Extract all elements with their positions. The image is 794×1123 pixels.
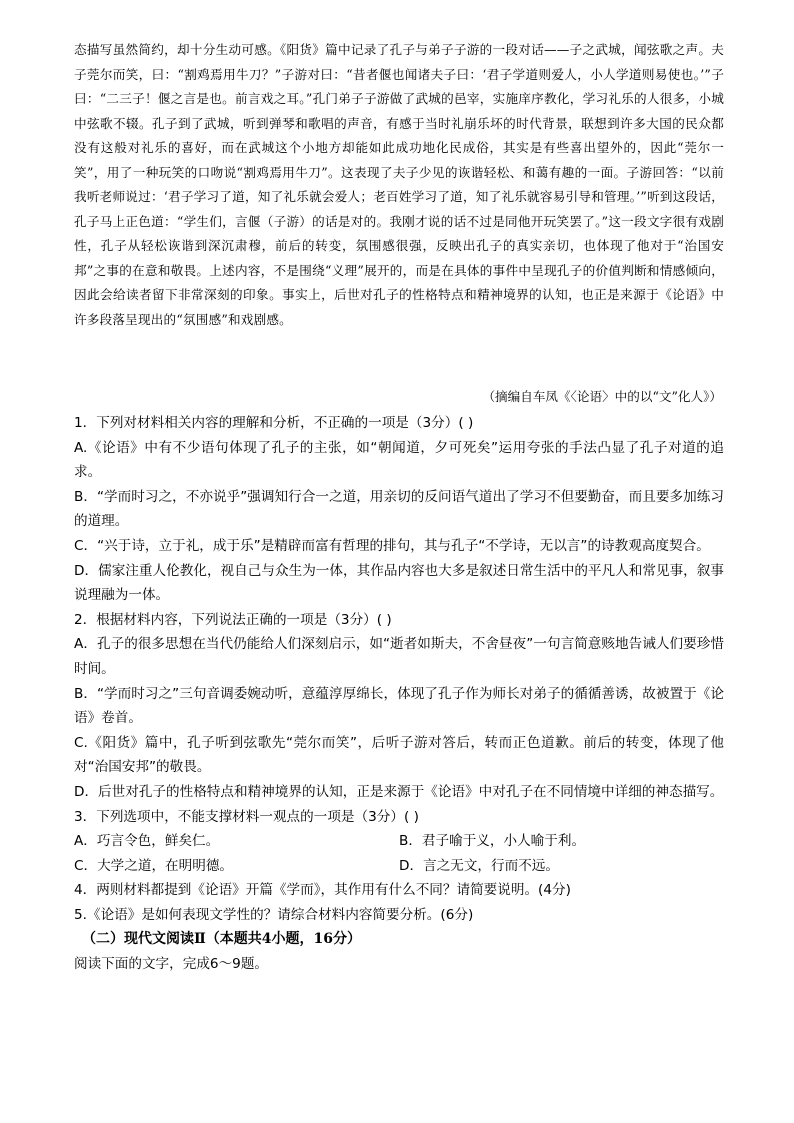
question-1-option-c: C．“兴于诗，立于礼，成于乐”是精辟而富有哲理的排句，其与孔子“不学诗，无以言”的诗教观高度契合。	[74, 537, 710, 554]
question-list	[74, 411, 724, 977]
question-1-option-d: D．儒家注重人伦教化，视自己与众生为一体，其作品内容也大多是叙述日常生活中的平凡人和常见事，叙事说理融为一体。	[74, 562, 724, 604]
question-4-stem: 4．两则材料都提到《论语》开篇《学而》，其作用有什么不同？请简要说明。(4分)	[74, 882, 571, 899]
question-2-stem: 2．根据材料内容，下列说法正确的一项是（3分）( )	[74, 611, 392, 628]
question-5-stem: 5.《论语》是如何表现文学性的？请综合材料内容简要分析。(6分)	[74, 906, 474, 923]
question-2-option-b: B．“学而时习之”三句音调委婉动听，意蕴淳厚绵长，体现了孔子作为师长对弟子的循循善诱，故被置于《论语》卷首。	[74, 685, 724, 727]
question-1-option-b: B．“学而时习之，不亦说乎”强调知行合一之道，用亲切的反问语气道出了学习不但要勤奋，而且要多加练习的道理。	[74, 488, 724, 530]
question-1-stem: 1．下列对材料相关内容的理解和分析，不正确的一项是（3分）( )	[74, 415, 474, 431]
question-3-option-a: A．巧言令色，鲜矣仁。	[74, 833, 220, 850]
reading-passage	[74, 38, 724, 332]
question-3-option-b: B．君子喻于义，小人喻于利。	[399, 833, 586, 850]
reading-instruction: 阅读下面的文字，完成6～9题。	[74, 956, 269, 973]
passage-paragraph: 态描写虽然简约，却十分生动可感。《阳货》篇中记录了孔子与弟子子游的一段对话——子之武城，闻弦歌之声。夫子莞尔而笑，曰：“割鸡焉用牛刀？”子游对曰：“昔者偃也闻诸夫子曰：‘君子学道则爱人，小人学道则易使也。’”子曰：“二三子！偃之言是也。前言戏之耳。”孔门弟子子游做了武城的邑宰，实施庠序教化，学习礼乐的人很多，小城中弦歌不辍。孔子到了武城，听到弹琴和歌唱的声音，有感于当时礼崩乐坏的时代背景，联想到许多大国的民众都没有这般对礼乐的喜好，而在武城这个小地方却能如此成功地化民成俗，其实是有些喜出望外的，因此“莞尔一笑”，用了一种玩笑的口吻说“割鸡焉用牛刀”。这表现了夫子少见的诙谐轻松、和蔼有趣的一面。子游回答：“以前我听老师说过：‘君子学习了道，知了礼乐就会爱人；老百姓学习了道，知了礼乐就容易引导和管理。’”听到这段话，孔子马上正色道：“学生们，言偃（子游）的话是对的。我刚才说的话不过是同他开玩笑罢了。”这一段文字很有戏剧性，孔子从轻松诙谐到深沉肃穆，前后的转变，氛围感很强，反映出孔子的真实亲切，也体现了他对于“治国安邦”之事的在意和敬畏。上述内容，不是围绕“义理”展开的，而是在具体的事件中呈现孔子的价值判断和情感倾向，因此会给读者留下非常深刻的印象。事实上，后世对孔子的性格特点和精神境界的认知，也正是来源于《论语》中许多段落呈现出的“氛围感”和戏剧感。	[74, 42, 724, 327]
question-2-option-d: D．后世对孔子的性格特点和精神境界的认知，正是来源于《论语》中对孔子在不同情境中详细的神态描写。	[74, 783, 724, 800]
question-3-options-row-2	[74, 854, 724, 879]
question-2-option-c: C.《阳货》篇中，孔子听到弦歌先“莞尔而笑”，后听子游对答后，转而正色道歉。前后的转变，体现了他对“治国安邦”的敬畏。	[74, 734, 724, 776]
passage-source: （摘编自车凤《〈论语〉中的以“文”化人》）	[482, 389, 722, 404]
question-3-option-d: D．言之无文，行而不远。	[399, 857, 559, 874]
question-1-option-a: A.《论语》中有不少语句体现了孔子的主张，如“朝闻道，夕可死矣”运用夸张的手法凸显了孔子对道的追求。	[74, 439, 724, 481]
question-3-option-c: C．大学之道，在明明德。	[74, 857, 234, 874]
question-3-stem: 3．下列选项中，不能支撑材料一观点的一项是（3分）( )	[74, 808, 419, 825]
section-title: （二）现代文阅读Ⅱ（本题共4小题，16分）	[82, 931, 362, 948]
question-2-option-a: A．孔子的很多思想在当代仍能给人们深刻启示，如“逝者如斯夫，不舍昼夜”一句言简意赅地告诫人们要珍惜时间。	[74, 636, 724, 677]
question-3-options-row-1	[74, 829, 724, 854]
